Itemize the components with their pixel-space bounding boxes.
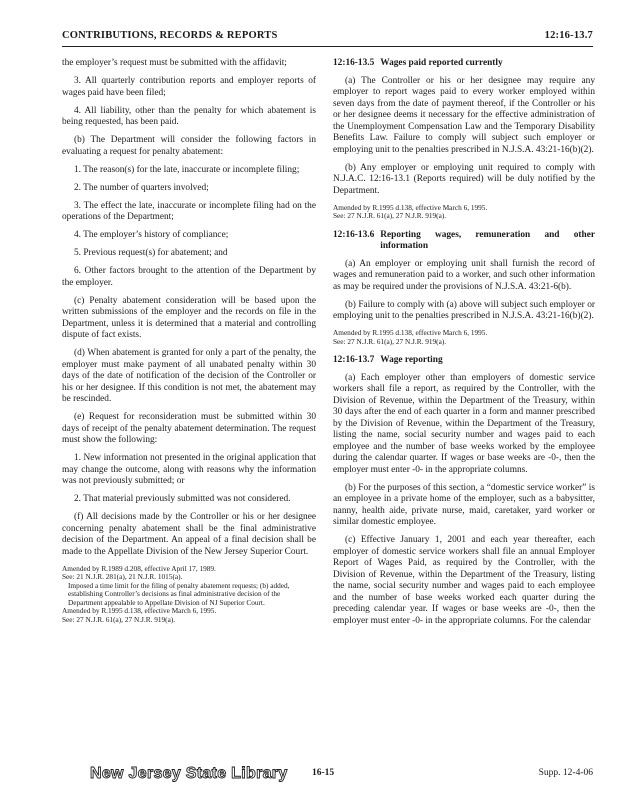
paragraph: 6. Other factors brought to the attention of the Department by the employer. [62,266,316,288]
source-line: See: 21 N.J.R. 281(a), 21 N.J.R. 1015(a). [62,572,183,582]
paragraph: 3. All quarterly contribution reports and employer reports of wages paid have been filed; [62,76,316,98]
page-footer [90,763,593,785]
page-number: 16-15 [312,768,335,778]
paragraph: 4. All liability, other than the penalty for which abatement is being requested, has been paid. [62,105,316,127]
source-line: Amended by R.1995 d.138, effective March 6, 1995. [333,202,488,212]
paragraph: (c) Effective January 1, 2001 and each year thereafter, each employer of domestic service workers shall file an annual Employer Report of Wages Paid, as required by the Controller, with the Division of Revenue, within the Department of the Treasury, listing the name, social security number and wages paid to each employee and the number of base weeks worked each quarter during the preceding calendar year. If wages or base weeks are -0-, then the employer must enter -0- in the appropriate columns. For the calendar [333,535,595,626]
paragraph: 3. The effect the late, inaccurate or incomplete filing had on the operations of the Department; [62,200,316,222]
paragraph: (a) An employer or employing unit shall furnish the record of wages and remuneration paid to a worker, and such other information as may be required under the provisions of N.J.S.A. 43:21-6(b). [333,258,595,292]
section-title: Wages paid reported currently [380,58,503,68]
paragraph: 5. Previous request(s) for abatement; and [74,248,228,258]
section-heading [333,355,595,367]
right-column [333,58,595,634]
section-number: 12:16-13.5 [333,58,375,68]
header-section: 12:16-13.7 [544,30,593,41]
paragraph: (a) The Controller or his or her designee may require any employer to report wages paid to every worker employed within seven days from the date of payment thereof, if the Controller or his or her designee deems it necessary for the effective administration of the Unemployment Compensation Law and the Temporary Disability Benefits Law. Failure to comply will subject such employer or employing unit to the penalties prescribed in N.J.S.A. 43:21-16(b)(2). [333,75,595,155]
paragraph: (a) Each employer other than employers of domestic service workers shall file a report, as required by the Controller, with the Division of Revenue, within the Department of the Treasury, within 30 days after the end of each quarter in a form and manner prescribed by the Division of Revenue, within the Department of the Treasury, listing the name, social security number and wages paid to each employee and the number of base weeks worked by the employee during the calendar quarter. If wages or base weeks are -0-, then the employer must enter -0- in the appropriate columns. [333,372,595,475]
paragraph: (b) For the purposes of this section, a “domestic service worker” is an employee in a private home of the employer, such as a babysitter, nanny, health aide, private nurse, maid, caretaker, yard worker or similar domestic employee. [333,482,595,528]
paragraph: the employer’s request must be submitted with the affidavit; [62,58,287,68]
paragraph: (e) Request for reconsideration must be submitted within 30 days of receipt of the penalty abatement determination. The request must show the following: [62,412,316,445]
library-logo: New Jersey State Library [90,765,288,782]
section-title: Wage reporting [380,355,443,366]
paragraph: (d) When abatement is granted for only a part of the penalty, the employer must make payment of all unabated penalty within 30 days of the date of notification of the decision of the Controller or his or her designee. If this condition is not met, the abatement may be rescinded. [62,348,316,404]
source-line: Imposed a time limit for the filing of penalty abatement requests; (b) added, establishing Controller’s decisions as final administrative decision of the Department appealable to Appellate Division of NJ Superior Court. [68,580,290,607]
paragraph: 1. The reason(s) for the late, inaccurate or incomplete filing; [74,164,300,175]
source-line: See: 27 N.J.R. 61(a), 27 N.J.R. 919(a). [333,336,447,346]
header-title: CONTRIBUTIONS, RECORDS & REPORTS [62,30,278,41]
section-heading [333,58,595,70]
running-header [62,30,593,47]
paragraph: 4. The employer’s history of compliance; [74,230,229,240]
paragraph: (b) Any employer or employing unit required to comply with N.J.A.C. 12:16-13.1 (Reports required) will be duly notified by the Department. [333,162,595,196]
left-column [62,58,316,634]
source-note [333,329,595,346]
source-line: See: 27 N.J.R. 61(a), 27 N.J.R. 919(a). [62,615,176,625]
source-line: Amended by R.1995 d.138, effective March 6, 1995. [333,328,488,338]
section-heading [333,230,595,253]
source-line: Amended by R.1995 d.138, effective March 6, 1995. [62,606,217,616]
section-title: Reporting wages, remuneration and other information [380,229,595,252]
paragraph: 1. New information not presented in the original application that may change the outcome, along with reasons why the information was not previously submitted; or [62,453,316,486]
paragraph: (b) Failure to comply with (a) above will subject such employer or employing unit to the penalties prescribed in N.J.S.A. 43:21-16(b)(2). [333,299,595,322]
source-line: See: 27 N.J.R. 61(a), 27 N.J.R. 919(a). [333,211,447,221]
section-number: 12:16-13.6 [333,229,375,240]
paragraph: (c) Penalty abatement consideration will be based upon the written submissions of the employer and the records on file in the Department, unless it is determined that a material and controlling dispute of fact exists. [62,295,316,340]
paragraph: (f) All decisions made by the Controller or his or her designee concerning penalty abatement shall be the final administrative decision of the Department. An appeal of a final decision shall be made to the Appellate Division of the New Jersey Superior Court. [62,512,316,557]
paragraph: (b) The Department will consider the following factors in evaluating a request for penalty abatement: [62,135,316,157]
paragraph: 2. The number of quarters involved; [74,182,209,193]
source-line: Amended by R.1989 d.208, effective April 17, 1989. [62,563,216,573]
source-note [62,565,316,625]
paragraph: 2. That material previously submitted was not considered. [74,494,291,504]
source-note [333,204,595,221]
section-number: 12:16-13.7 [333,355,375,366]
supplement-date: Supp. 12-4-06 [538,768,593,778]
